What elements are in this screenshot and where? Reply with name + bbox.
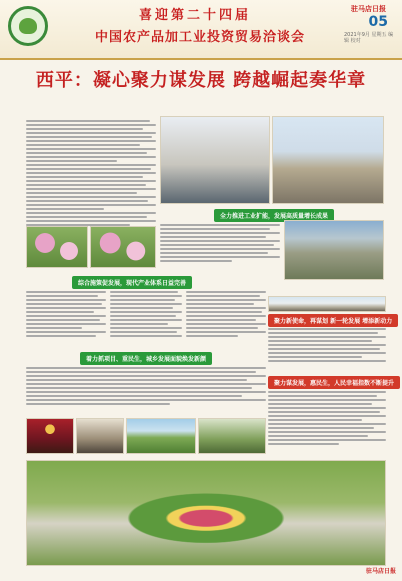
photo-cultural-stage — [26, 418, 74, 454]
photo-flower-park-2 — [90, 226, 156, 268]
section-heading-5: 聚力谋发展，惠民生，人民幸福指数不断提升 — [268, 376, 400, 389]
section4-text — [268, 326, 386, 370]
section-heading-3: 着力抓项目、重民生，城乡发展面貌焕发新颜 — [80, 352, 212, 365]
photo-aerial-industrial — [284, 220, 384, 280]
expo-logo-icon — [8, 6, 48, 46]
footer-stamp: 驻马店日报 — [365, 568, 396, 575]
section-heading-1: 全力推进工业扩能，发展高质量增长成果 — [214, 209, 334, 222]
section2-text-mid — [110, 289, 182, 347]
article-title: 西平：凝心聚力谋发展 跨越崛起奏华章 — [35, 70, 367, 91]
header-line1: 喜迎第二十四届 — [138, 8, 251, 23]
photo-officials-visit — [160, 116, 270, 204]
photo-outdoor-umbrella — [198, 418, 266, 454]
photo-garden-landscape — [126, 418, 196, 454]
section2-text-right — [186, 289, 266, 347]
photo-factory-road — [272, 116, 384, 204]
photo-highway-interchange — [26, 460, 386, 566]
photo-event-crowd — [76, 418, 124, 454]
section1-text — [160, 222, 280, 270]
section3-text — [26, 365, 266, 415]
page-number: 05 — [368, 14, 388, 30]
section5-text — [268, 389, 386, 459]
photo-modern-building — [268, 296, 386, 312]
header-line2: 中国农产品加工业投资贸易洽谈会 — [94, 30, 305, 45]
page-header — [0, 0, 402, 60]
section-heading-2: 综合施策促发展，现代产业体系日益完善 — [72, 276, 192, 289]
date-info: 2021年9月 星期五 编辑 校对 — [344, 32, 394, 44]
newspaper-name: 驻马店日报 — [351, 5, 386, 13]
section2-text-left — [26, 289, 106, 347]
section-heading-4: 聚力新使命，再谋划 新一轮发展 增添新动力 — [268, 314, 398, 327]
photo-flower-park-1 — [26, 226, 88, 268]
